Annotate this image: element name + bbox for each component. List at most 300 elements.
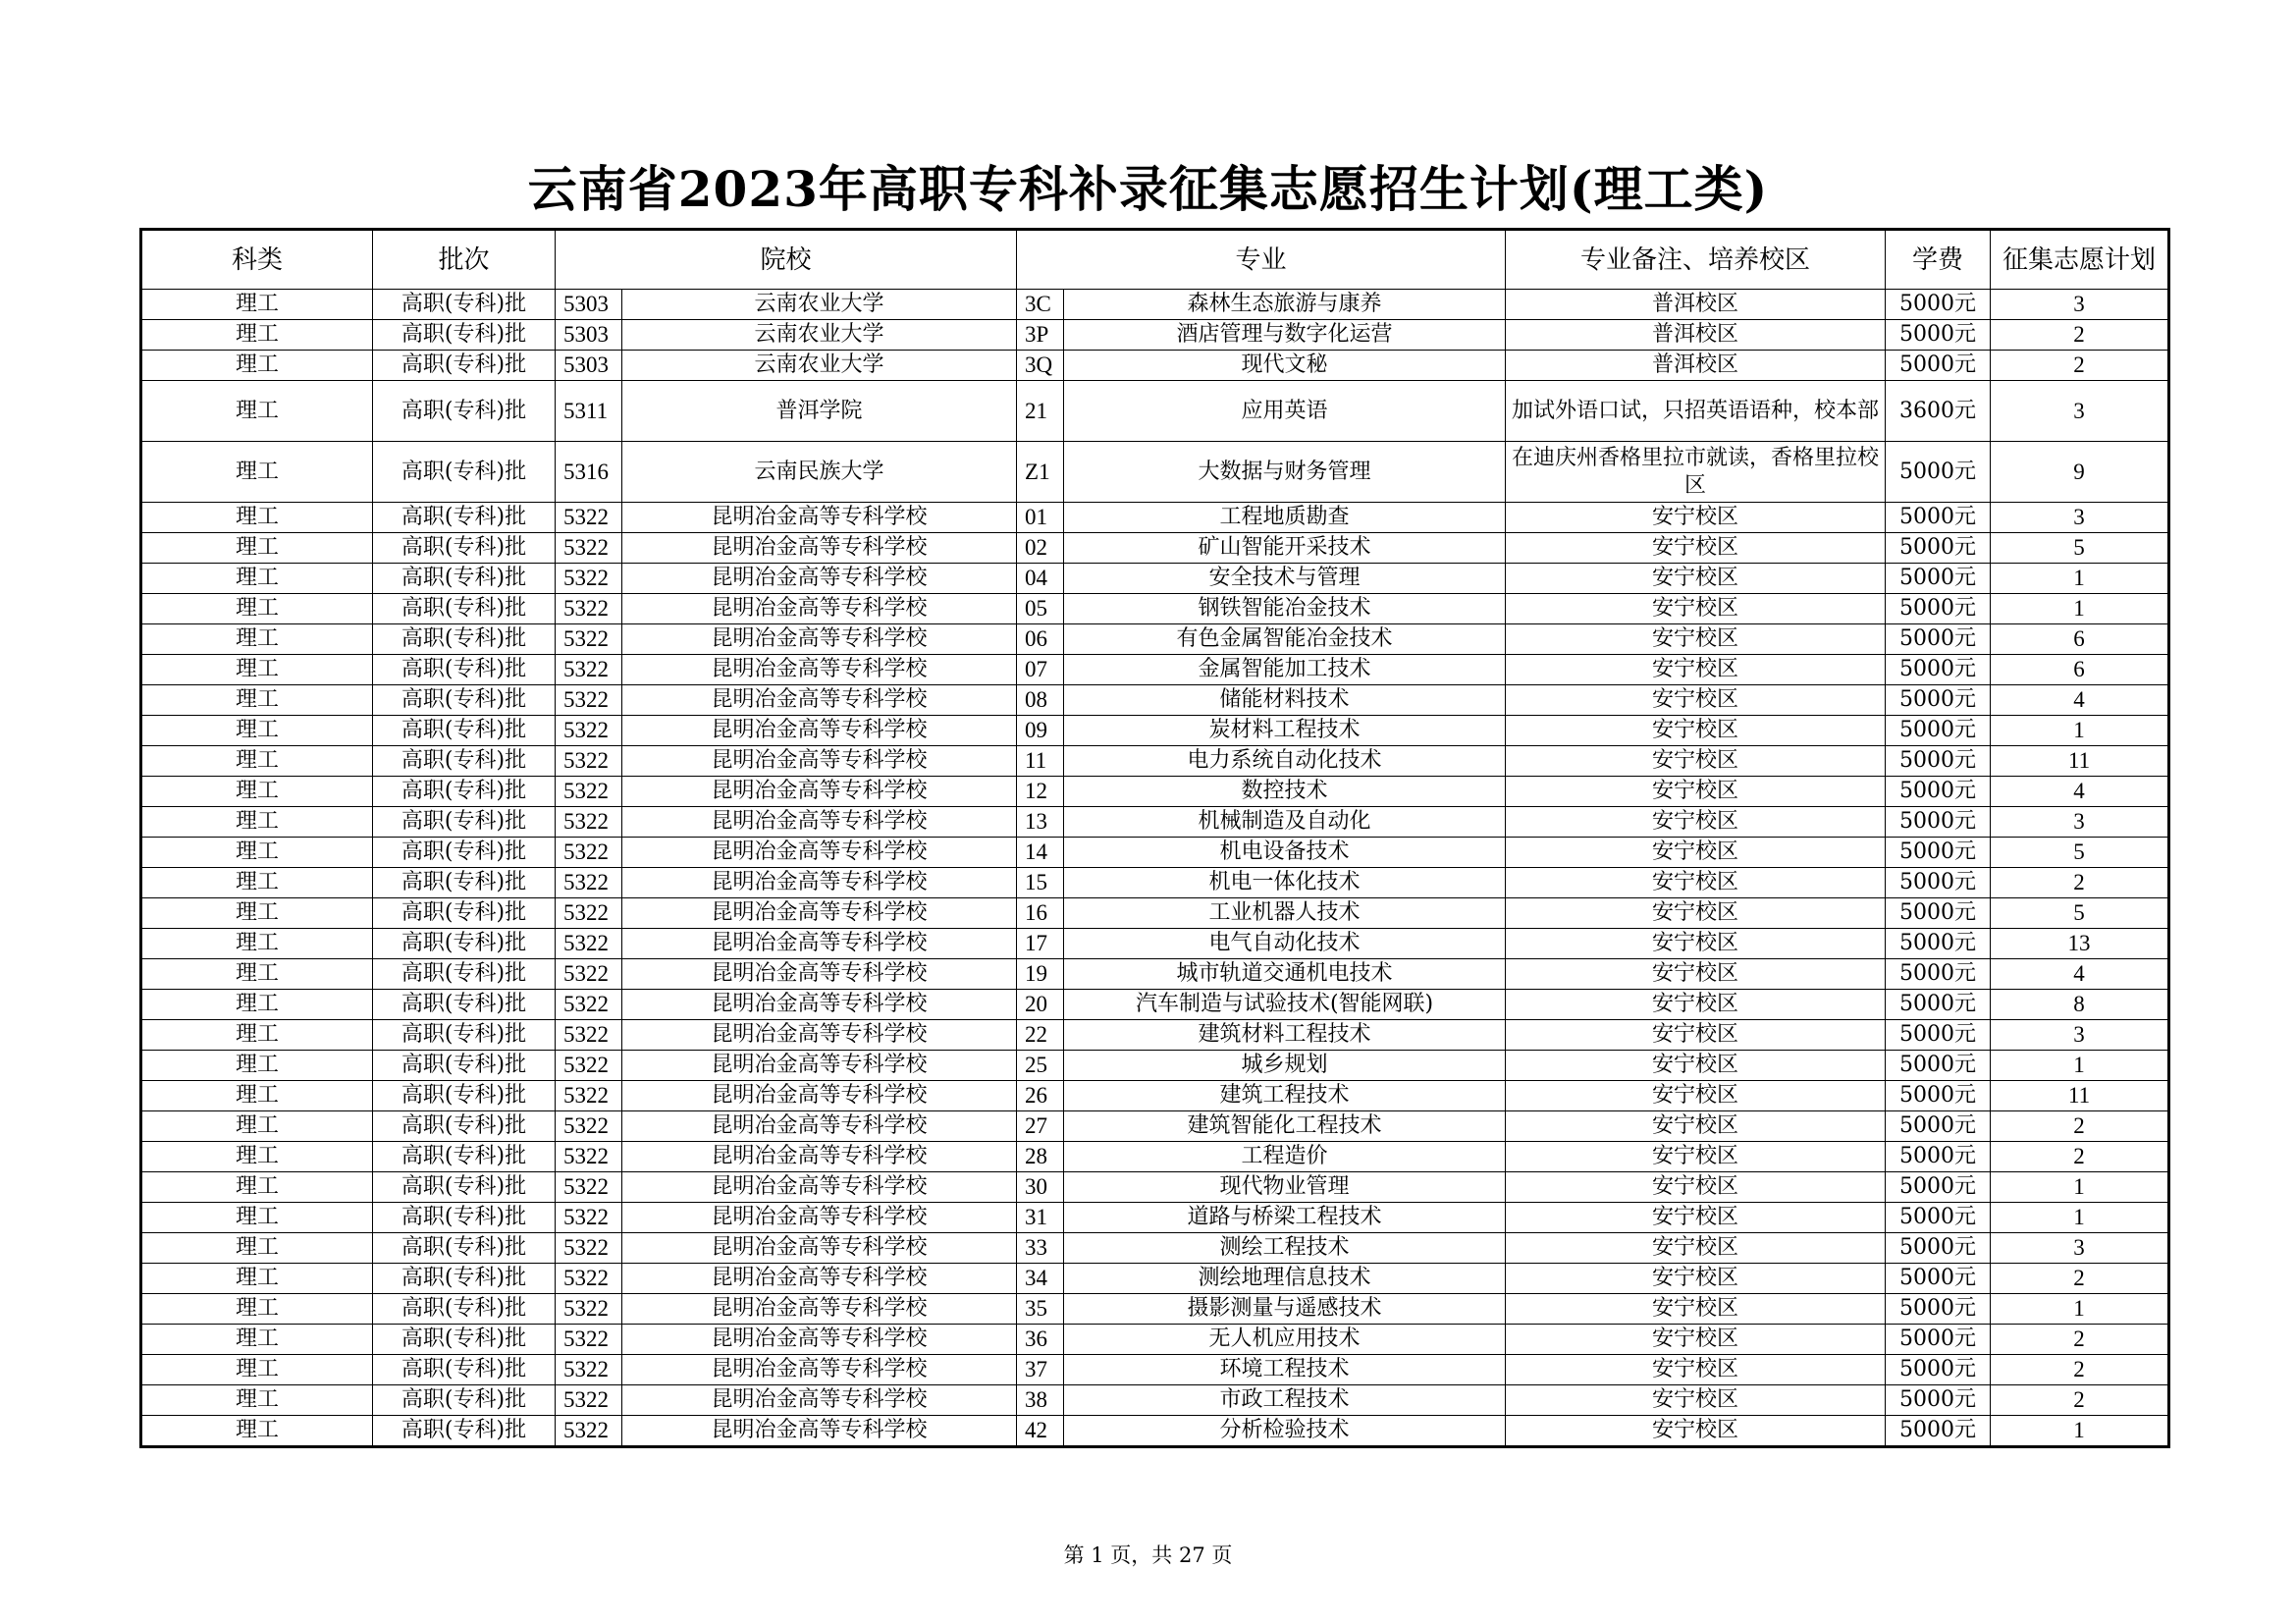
cell-major: 数控技术 [1064,777,1506,807]
table-row [141,533,2169,564]
enrollment-plan-table [139,228,2170,1448]
cell-major: 工程地质勘查 [1064,503,1506,533]
cell-school: 昆明冶金高等专科学校 [622,503,1017,533]
cell-category: 理工 [141,807,373,838]
cell-fee: 5000元 [1886,838,1991,868]
cell-major: 机械制造及自动化 [1064,807,1506,838]
cell-major-code: 14 [1017,838,1064,868]
cell-batch: 高职(专科)批 [373,1385,556,1416]
cell-school: 昆明冶金高等专科学校 [622,1264,1017,1294]
cell-plan: 1 [1991,1051,2169,1081]
cell-major: 无人机应用技术 [1064,1325,1506,1355]
cell-category: 理工 [141,442,373,503]
table-row [141,1142,2169,1172]
cell-school-code: 5322 [556,1416,622,1447]
cell-batch: 高职(专科)批 [373,594,556,624]
cell-batch: 高职(专科)批 [373,1111,556,1142]
cell-school-code: 5311 [556,381,622,442]
cell-major-code: 3P [1017,320,1064,351]
cell-major-code: 3C [1017,290,1064,320]
cell-category: 理工 [141,503,373,533]
cell-batch: 高职(专科)批 [373,807,556,838]
cell-note: 安宁校区 [1506,868,1886,898]
cell-batch: 高职(专科)批 [373,1416,556,1447]
cell-note: 安宁校区 [1506,1081,1886,1111]
cell-batch: 高职(专科)批 [373,1142,556,1172]
cell-batch: 高职(专科)批 [373,838,556,868]
cell-category: 理工 [141,1264,373,1294]
table-row [141,959,2169,990]
cell-note: 安宁校区 [1506,1051,1886,1081]
cell-school-code: 5322 [556,898,622,929]
cell-major: 分析检验技术 [1064,1416,1506,1447]
cell-plan: 1 [1991,716,2169,746]
cell-category: 理工 [141,777,373,807]
cell-note: 安宁校区 [1506,1294,1886,1325]
table-row [141,564,2169,594]
cell-school: 昆明冶金高等专科学校 [622,1081,1017,1111]
cell-major: 现代文秘 [1064,351,1506,381]
table-row [141,838,2169,868]
cell-batch: 高职(专科)批 [373,716,556,746]
cell-major-code: 42 [1017,1416,1064,1447]
cell-fee: 3600元 [1886,381,1991,442]
cell-batch: 高职(专科)批 [373,1081,556,1111]
table-row [141,716,2169,746]
table-row [141,685,2169,716]
cell-note: 安宁校区 [1506,1325,1886,1355]
cell-major-code: 11 [1017,746,1064,777]
cell-school: 昆明冶金高等专科学校 [622,1020,1017,1051]
table-row [141,868,2169,898]
cell-fee: 5000元 [1886,624,1991,655]
cell-note: 安宁校区 [1506,777,1886,807]
cell-note: 安宁校区 [1506,929,1886,959]
cell-fee: 5000元 [1886,351,1991,381]
col-header-category: 科类 [141,230,373,290]
cell-category: 理工 [141,624,373,655]
cell-major-code: 05 [1017,594,1064,624]
cell-major: 测绘地理信息技术 [1064,1264,1506,1294]
cell-school: 昆明冶金高等专科学校 [622,990,1017,1020]
cell-plan: 2 [1991,1264,2169,1294]
cell-major: 测绘工程技术 [1064,1233,1506,1264]
cell-plan: 4 [1991,777,2169,807]
cell-plan: 3 [1991,290,2169,320]
cell-major-code: 12 [1017,777,1064,807]
table-row [141,1355,2169,1385]
cell-major-code: 07 [1017,655,1064,685]
cell-major-code: 06 [1017,624,1064,655]
cell-major-code: 3Q [1017,351,1064,381]
col-header-plan: 征集志愿计划 [1991,230,2169,290]
cell-school: 昆明冶金高等专科学校 [622,929,1017,959]
cell-major: 钢铁智能冶金技术 [1064,594,1506,624]
cell-category: 理工 [141,685,373,716]
cell-major-code: 25 [1017,1051,1064,1081]
cell-school-code: 5322 [556,716,622,746]
table-row [141,1203,2169,1233]
cell-fee: 5000元 [1886,1172,1991,1203]
cell-school: 昆明冶金高等专科学校 [622,1111,1017,1142]
cell-school-code: 5316 [556,442,622,503]
cell-school-code: 5303 [556,290,622,320]
cell-batch: 高职(专科)批 [373,868,556,898]
cell-major-code: 04 [1017,564,1064,594]
cell-school: 昆明冶金高等专科学校 [622,1203,1017,1233]
cell-major: 城乡规划 [1064,1051,1506,1081]
cell-fee: 5000元 [1886,655,1991,685]
cell-major: 森林生态旅游与康养 [1064,290,1506,320]
cell-major: 现代物业管理 [1064,1172,1506,1203]
cell-school-code: 5322 [556,564,622,594]
cell-batch: 高职(专科)批 [373,351,556,381]
cell-major: 城市轨道交通机电技术 [1064,959,1506,990]
cell-category: 理工 [141,898,373,929]
cell-plan: 2 [1991,1385,2169,1416]
cell-school-code: 5322 [556,990,622,1020]
cell-major: 大数据与财务管理 [1064,442,1506,503]
cell-fee: 5000元 [1886,1294,1991,1325]
page-footer: 第 1 页，共 27 页 [1063,1543,1233,1567]
cell-school-code: 5322 [556,1325,622,1355]
cell-plan: 1 [1991,1203,2169,1233]
col-header-batch: 批次 [373,230,556,290]
cell-batch: 高职(专科)批 [373,1020,556,1051]
cell-plan: 2 [1991,351,2169,381]
cell-school-code: 5322 [556,777,622,807]
cell-school-code: 5322 [556,1142,622,1172]
cell-school: 昆明冶金高等专科学校 [622,685,1017,716]
table-row [141,807,2169,838]
table-row [141,503,2169,533]
cell-note: 安宁校区 [1506,1385,1886,1416]
cell-note: 安宁校区 [1506,1264,1886,1294]
cell-note: 安宁校区 [1506,990,1886,1020]
cell-batch: 高职(专科)批 [373,898,556,929]
cell-major-code: 08 [1017,685,1064,716]
table-row [141,1111,2169,1142]
cell-major-code: 20 [1017,990,1064,1020]
cell-major: 储能材料技术 [1064,685,1506,716]
cell-school-code: 5322 [556,1172,622,1203]
cell-major-code: 31 [1017,1203,1064,1233]
cell-school: 昆明冶金高等专科学校 [622,594,1017,624]
table-row [141,320,2169,351]
cell-category: 理工 [141,1203,373,1233]
cell-plan: 11 [1991,746,2169,777]
cell-batch: 高职(专科)批 [373,1355,556,1385]
cell-fee: 5000元 [1886,1051,1991,1081]
cell-fee: 5000元 [1886,868,1991,898]
cell-note: 安宁校区 [1506,1172,1886,1203]
cell-school: 昆明冶金高等专科学校 [622,959,1017,990]
cell-fee: 5000元 [1886,807,1991,838]
cell-note: 安宁校区 [1506,746,1886,777]
cell-batch: 高职(专科)批 [373,990,556,1020]
cell-school-code: 5322 [556,594,622,624]
cell-school-code: 5322 [556,1051,622,1081]
cell-school: 昆明冶金高等专科学校 [622,777,1017,807]
table-row [141,1051,2169,1081]
cell-plan: 1 [1991,1172,2169,1203]
col-header-fee: 学费 [1886,230,1991,290]
cell-plan: 3 [1991,381,2169,442]
cell-category: 理工 [141,1233,373,1264]
cell-major: 道路与桥梁工程技术 [1064,1203,1506,1233]
cell-school-code: 5322 [556,503,622,533]
cell-plan: 3 [1991,1020,2169,1051]
cell-major-code: 17 [1017,929,1064,959]
cell-major: 金属智能加工技术 [1064,655,1506,685]
cell-note: 安宁校区 [1506,1203,1886,1233]
cell-plan: 2 [1991,1355,2169,1385]
cell-major-code: 28 [1017,1142,1064,1172]
cell-major: 汽车制造与试验技术(智能网联) [1064,990,1506,1020]
cell-note: 安宁校区 [1506,1355,1886,1385]
cell-school-code: 5322 [556,807,622,838]
cell-school-code: 5322 [556,685,622,716]
cell-category: 理工 [141,959,373,990]
cell-school-code: 5322 [556,1355,622,1385]
cell-plan: 8 [1991,990,2169,1020]
cell-plan: 4 [1991,959,2169,990]
cell-batch: 高职(专科)批 [373,503,556,533]
cell-plan: 1 [1991,564,2169,594]
cell-batch: 高职(专科)批 [373,959,556,990]
cell-school-code: 5322 [556,624,622,655]
cell-major: 市政工程技术 [1064,1385,1506,1416]
cell-fee: 5000元 [1886,1142,1991,1172]
cell-category: 理工 [141,320,373,351]
cell-note: 安宁校区 [1506,685,1886,716]
cell-fee: 5000元 [1886,685,1991,716]
table-row [141,442,2169,503]
cell-note: 安宁校区 [1506,503,1886,533]
table-header-row [141,230,2169,290]
cell-note: 安宁校区 [1506,1416,1886,1447]
cell-major-code: 27 [1017,1111,1064,1142]
cell-fee: 5000元 [1886,777,1991,807]
cell-fee: 5000元 [1886,320,1991,351]
cell-major-code: 33 [1017,1233,1064,1264]
cell-fee: 5000元 [1886,533,1991,564]
table-row [141,1264,2169,1294]
cell-school: 昆明冶金高等专科学校 [622,838,1017,868]
table-body [141,290,2169,1447]
cell-plan: 5 [1991,533,2169,564]
cell-note: 安宁校区 [1506,716,1886,746]
cell-category: 理工 [141,1081,373,1111]
cell-school: 昆明冶金高等专科学校 [622,624,1017,655]
cell-plan: 5 [1991,898,2169,929]
cell-batch: 高职(专科)批 [373,1294,556,1325]
cell-fee: 5000元 [1886,1081,1991,1111]
cell-school: 昆明冶金高等专科学校 [622,1416,1017,1447]
cell-note: 加试外语口试，只招英语语种，校本部 [1506,381,1886,442]
cell-note: 安宁校区 [1506,838,1886,868]
cell-major: 环境工程技术 [1064,1355,1506,1385]
cell-school: 昆明冶金高等专科学校 [622,1385,1017,1416]
cell-school-code: 5322 [556,1020,622,1051]
cell-school: 云南农业大学 [622,351,1017,381]
cell-fee: 5000元 [1886,503,1991,533]
cell-fee: 5000元 [1886,1325,1991,1355]
table-row [141,1020,2169,1051]
cell-major: 矿山智能开采技术 [1064,533,1506,564]
cell-school-code: 5322 [556,929,622,959]
cell-note: 安宁校区 [1506,959,1886,990]
cell-major: 电力系统自动化技术 [1064,746,1506,777]
cell-major-code: 02 [1017,533,1064,564]
cell-major: 机电一体化技术 [1064,868,1506,898]
table-row [141,746,2169,777]
cell-fee: 5000元 [1886,1203,1991,1233]
cell-batch: 高职(专科)批 [373,320,556,351]
cell-category: 理工 [141,1325,373,1355]
cell-batch: 高职(专科)批 [373,624,556,655]
cell-batch: 高职(专科)批 [373,1325,556,1355]
cell-category: 理工 [141,838,373,868]
cell-category: 理工 [141,1020,373,1051]
cell-fee: 5000元 [1886,594,1991,624]
table-row [141,1416,2169,1447]
cell-major-code: 38 [1017,1385,1064,1416]
cell-major-code: 26 [1017,1081,1064,1111]
table-row [141,777,2169,807]
cell-school: 昆明冶金高等专科学校 [622,807,1017,838]
cell-plan: 2 [1991,1142,2169,1172]
col-header-school: 院校 [556,230,1017,290]
cell-category: 理工 [141,1294,373,1325]
cell-major-code: 09 [1017,716,1064,746]
cell-school: 昆明冶金高等专科学校 [622,898,1017,929]
cell-note: 安宁校区 [1506,1020,1886,1051]
cell-major-code: Z1 [1017,442,1064,503]
cell-major-code: 22 [1017,1020,1064,1051]
cell-category: 理工 [141,533,373,564]
cell-category: 理工 [141,351,373,381]
cell-note: 安宁校区 [1506,533,1886,564]
cell-school-code: 5322 [556,1233,622,1264]
cell-major-code: 35 [1017,1294,1064,1325]
cell-school-code: 5322 [556,1385,622,1416]
cell-plan: 2 [1991,1325,2169,1355]
cell-batch: 高职(专科)批 [373,746,556,777]
cell-batch: 高职(专科)批 [373,533,556,564]
cell-school-code: 5322 [556,868,622,898]
cell-major: 建筑材料工程技术 [1064,1020,1506,1051]
cell-major: 安全技术与管理 [1064,564,1506,594]
cell-fee: 5000元 [1886,716,1991,746]
col-header-note: 专业备注、培养校区 [1506,230,1886,290]
cell-batch: 高职(专科)批 [373,655,556,685]
cell-note: 安宁校区 [1506,655,1886,685]
cell-category: 理工 [141,1172,373,1203]
cell-plan: 1 [1991,1294,2169,1325]
cell-school: 昆明冶金高等专科学校 [622,1294,1017,1325]
cell-school-code: 5322 [556,655,622,685]
cell-plan: 2 [1991,320,2169,351]
cell-school: 云南农业大学 [622,290,1017,320]
cell-school: 昆明冶金高等专科学校 [622,1172,1017,1203]
cell-fee: 5000元 [1886,898,1991,929]
cell-plan: 3 [1991,1233,2169,1264]
cell-plan: 9 [1991,442,2169,503]
cell-plan: 13 [1991,929,2169,959]
cell-batch: 高职(专科)批 [373,1203,556,1233]
cell-category: 理工 [141,564,373,594]
cell-major-code: 15 [1017,868,1064,898]
cell-major: 有色金属智能冶金技术 [1064,624,1506,655]
page-title: 云南省2023年高职专科补录征集志愿招生计划(理工类) [527,160,1769,218]
cell-major-code: 19 [1017,959,1064,990]
cell-school: 昆明冶金高等专科学校 [622,564,1017,594]
cell-major: 应用英语 [1064,381,1506,442]
cell-note: 普洱校区 [1506,320,1886,351]
cell-major: 机电设备技术 [1064,838,1506,868]
cell-category: 理工 [141,929,373,959]
cell-plan: 1 [1991,1416,2169,1447]
cell-major: 工业机器人技术 [1064,898,1506,929]
cell-category: 理工 [141,290,373,320]
cell-category: 理工 [141,1051,373,1081]
table-row [141,351,2169,381]
cell-major-code: 37 [1017,1355,1064,1385]
cell-note: 安宁校区 [1506,898,1886,929]
cell-school: 云南农业大学 [622,320,1017,351]
cell-plan: 5 [1991,838,2169,868]
cell-note: 安宁校区 [1506,807,1886,838]
cell-school: 昆明冶金高等专科学校 [622,716,1017,746]
cell-plan: 3 [1991,807,2169,838]
cell-major: 摄影测量与遥感技术 [1064,1294,1506,1325]
table-row [141,990,2169,1020]
table-row [141,929,2169,959]
cell-major: 建筑智能化工程技术 [1064,1111,1506,1142]
table-row [141,898,2169,929]
cell-category: 理工 [141,746,373,777]
cell-major-code: 01 [1017,503,1064,533]
cell-plan: 3 [1991,503,2169,533]
cell-batch: 高职(专科)批 [373,929,556,959]
cell-school-code: 5322 [556,1264,622,1294]
cell-batch: 高职(专科)批 [373,442,556,503]
cell-category: 理工 [141,1416,373,1447]
cell-batch: 高职(专科)批 [373,685,556,716]
cell-plan: 4 [1991,685,2169,716]
cell-fee: 5000元 [1886,929,1991,959]
cell-batch: 高职(专科)批 [373,564,556,594]
cell-category: 理工 [141,716,373,746]
cell-school: 昆明冶金高等专科学校 [622,868,1017,898]
cell-fee: 5000元 [1886,1385,1991,1416]
cell-fee: 5000元 [1886,990,1991,1020]
cell-plan: 1 [1991,594,2169,624]
cell-category: 理工 [141,594,373,624]
cell-note: 安宁校区 [1506,1111,1886,1142]
cell-school: 昆明冶金高等专科学校 [622,655,1017,685]
cell-note: 安宁校区 [1506,1142,1886,1172]
cell-fee: 5000元 [1886,1020,1991,1051]
cell-plan: 2 [1991,1111,2169,1142]
cell-batch: 高职(专科)批 [373,1264,556,1294]
cell-note: 安宁校区 [1506,564,1886,594]
table-row [141,1385,2169,1416]
table-row [141,1325,2169,1355]
cell-batch: 高职(专科)批 [373,290,556,320]
cell-fee: 5000元 [1886,1416,1991,1447]
